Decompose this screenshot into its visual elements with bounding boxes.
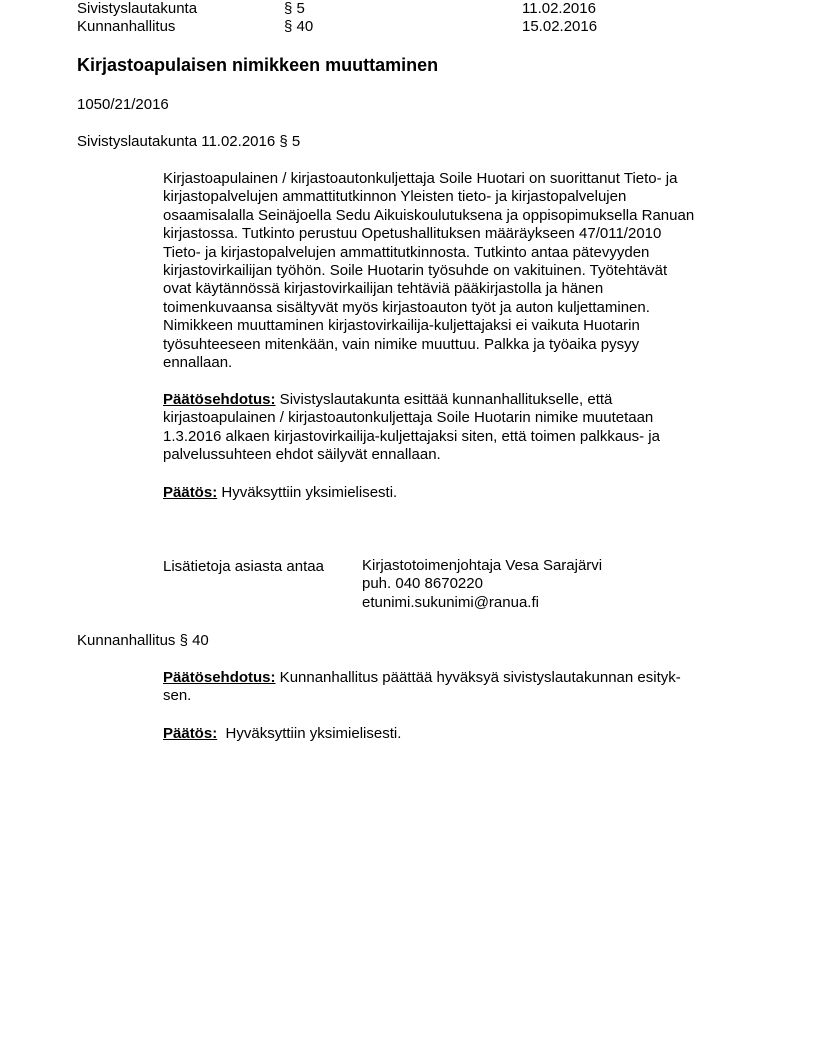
proposal-line: 1.3.2016 alkaen kirjastovirkailija-kuljettajaksi siten, että toimen palkkaus- ja — [163, 427, 660, 445]
header-date-2: 15.02.2016 — [522, 18, 598, 35]
section1-decision — [163, 484, 397, 502]
body-line: työsuhteeseen mitenkään, vain nimike muuttuu. Palkka ja työaika pysyy — [163, 335, 640, 353]
header-section-2: § 40 — [284, 18, 314, 35]
section1-heading: Sivistyslautakunta 11.02.2016 § 5 — [77, 133, 301, 150]
section2-heading: Kunnanhallitus § 40 — [77, 632, 209, 649]
decision-label: Päätös: — [163, 725, 218, 742]
body-line: kirjastovirkailijan työhön. Soile Huotarin työsuhde on vakituinen. Työtehtävät — [163, 261, 668, 279]
section2-decision — [163, 725, 401, 743]
proposal-line: Kunnanhallitus päättää hyväksyä sivistyslautakunnan esityk- — [275, 669, 681, 686]
section1-proposal — [163, 391, 660, 465]
proposal-label: Päätösehdotus: — [163, 391, 276, 408]
proposal-line: sen. — [163, 687, 192, 705]
contact-label: Lisätietoja asiasta antaa — [163, 558, 324, 575]
body-line: Nimikkeen muuttaminen kirjastovirkailija-kuljettajaksi ei vaikuta Huotarin — [163, 317, 640, 335]
proposal-line: Sivistyslautakunta esittää kunnanhallitukselle, että — [275, 391, 613, 408]
proposal-line: palvelussuhteen ehdot säilyvät ennallaan. — [163, 446, 441, 464]
header-section-1: § 5 — [284, 0, 305, 17]
proposal-line: kirjastoapulainen / kirjastoautonkuljettaja Soile Huotarin nimike muutetaan — [163, 409, 654, 427]
section1-body — [163, 170, 694, 372]
body-line: toimenkuvaansa sisältyvät myös kirjastoauton työt ja auton kuljettaminen. — [163, 298, 650, 316]
header-date-1: 11.02.2016 — [522, 0, 596, 17]
contact-name: Kirjastotoimenjohtaja Vesa Sarajärvi — [362, 557, 603, 574]
body-line: osaamisalalla Seinäjoella Sedu Aikuiskoulutuksena ja oppisopimuksella Ranuan — [163, 206, 695, 224]
body-line: ovat käytännössä kirjastovirkailijan tehtäviä pääkirjastolla ja hänen — [163, 280, 604, 298]
document-title: Kirjastoapulaisen nimikkeen muuttaminen — [77, 55, 439, 75]
contact-email: etunimi.sukunimi@ranua.fi — [362, 593, 539, 611]
body-line: kirjastossa. Tutkinto perustuu Opetushallituksen määräykseen 47/011/2010 — [163, 225, 662, 243]
contact-info — [362, 557, 602, 612]
contact-phone: puh. 040 8670220 — [362, 575, 483, 593]
record-number: 1050/21/2016 — [77, 96, 169, 113]
body-line: kirjastopalvelujen ammattitutkinnon Yleisten tieto- ja kirjastopalvelujen — [163, 188, 627, 206]
decision-label: Päätös: — [163, 484, 218, 501]
body-line: Tieto- ja kirjastopalvelujen ammattitutkinnosta. Tutkinto antaa pätevyyden — [163, 243, 650, 261]
body-line: ennallaan. — [163, 353, 233, 371]
header-body-2: Kunnanhallitus — [77, 18, 176, 35]
header-body-1: Sivistyslautakunta — [77, 0, 198, 17]
body-line: Kirjastoapulainen / kirjastoautonkuljettaja Soile Huotari on suorittanut Tieto- ja — [163, 170, 678, 187]
decision-text: Hyväksyttiin yksimielisesti. — [217, 484, 398, 501]
proposal-label: Päätösehdotus: — [163, 669, 276, 686]
decision-text: Hyväksyttiin yksimielisesti. — [217, 725, 402, 742]
section2-proposal — [163, 669, 681, 706]
